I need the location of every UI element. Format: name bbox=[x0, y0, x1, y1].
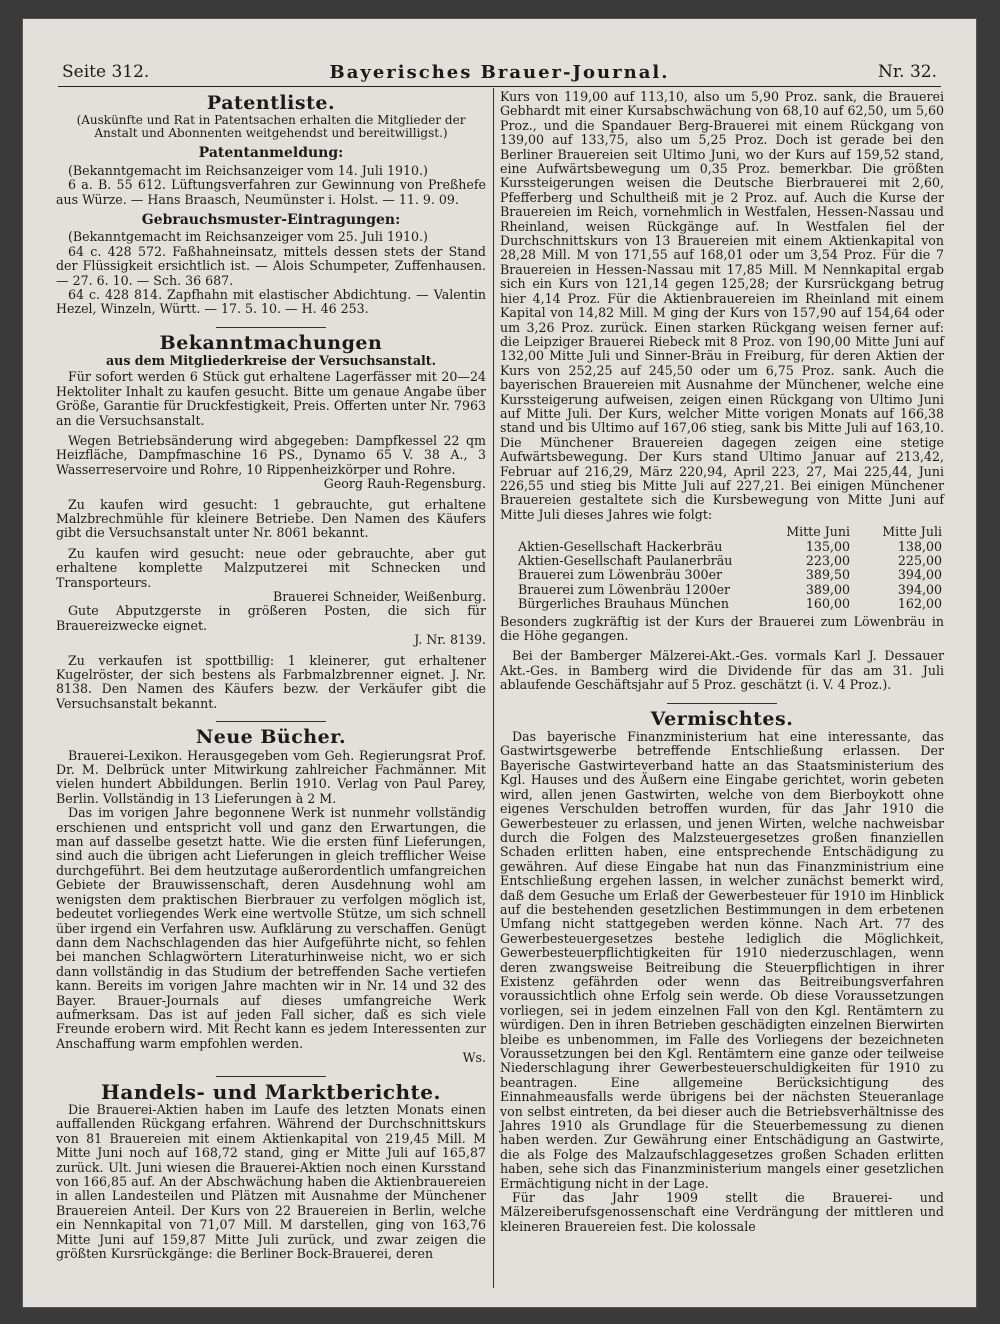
page-header bbox=[62, 48, 937, 84]
table-header-row bbox=[518, 525, 948, 539]
bekanntmachungen-subtitle: aus dem Mitgliederkreise der Versuchsanstalt. bbox=[106, 353, 436, 369]
gebrauchsmuster-date: (Bekanntgemacht im Reichsanzeiger vom 25. Juli 1910.) bbox=[68, 229, 428, 245]
section-divider bbox=[216, 721, 326, 722]
price-juni: 389,00 bbox=[805, 581, 850, 597]
brewery-name: Aktien-Gesellschaft Hackerbräu bbox=[518, 538, 723, 554]
brewery-name: Brauerei zum Löwenbräu 300er bbox=[518, 567, 723, 583]
brewery-name: Brauerei zum Löwenbräu 1200er bbox=[518, 581, 731, 597]
table-row bbox=[518, 583, 948, 597]
market-report-paragraph: Besonders zugkräftig ist der Kurs der Brauerei zum Löwenbräu in die Höhe gegangen. bbox=[500, 613, 944, 644]
price-juni: 389,50 bbox=[805, 567, 850, 583]
patentanmeldung-date: (Bekanntgemacht im Reichsanzeiger vom 14. Juli 1910.) bbox=[68, 162, 428, 178]
section-divider bbox=[216, 1076, 326, 1077]
handelsberichte-heading: Handels- und Marktberichte. bbox=[101, 1079, 441, 1104]
patentanmeldung-entry: 6 a. B. 55 612. Lüftungsverfahren zur Gewinnung von Preßhefe aus Würze. — Hans Braasch, Neumünster i. Holst. — 11. 9. 09. bbox=[56, 177, 486, 207]
announcement-signature: Georg Rauh-Regensburg. bbox=[323, 476, 486, 492]
announcement-reference: J. Nr. 8139. bbox=[414, 632, 486, 648]
price-juni: 135,00 bbox=[805, 538, 850, 554]
patentliste-heading: Patentliste. bbox=[206, 92, 336, 114]
gebrauchsmuster-heading: Gebrauchsmuster-Eintragungen: bbox=[141, 212, 401, 229]
announcement-signature: Brauerei Schneider, Weißenburg. bbox=[272, 588, 486, 604]
table-row bbox=[518, 568, 948, 582]
brewery-name: Aktien-Gesellschaft Paulanerbräu bbox=[518, 553, 733, 568]
column-header-mitte-juni: Mitte Juni bbox=[786, 524, 850, 540]
book-review-signature: Ws. bbox=[462, 1050, 486, 1066]
patentliste-note: (Auskünfte und Rat in Patentsachen erhalten die Mitglieder der Anstalt und Abonnenten weitgehendst und bereitwilligst.) bbox=[76, 113, 466, 141]
left-column bbox=[56, 90, 486, 1261]
right-column bbox=[500, 90, 944, 1234]
market-report-paragraph: Die Brauerei-Aktien haben im Laufe des letzten Monats einen auffallenden Rückgang erfahren. Während der Durchschnittskurs von 81 Brauereien mit einem Aktienkapital von 219,45 Mill. M Mitte Juni noch auf 168,72 stand, ging er Mitte Juli auf 165,87 zurück. Ult. Juni wiesen die Brauerei-Aktien noch einen Kursstand von 166,85 auf. An der Abschwächung haben die Aktienbrauereien in allen Landesteilen und Plätzen mit Ausnahme der Münchener Brauereien Anteil. Der Kurs von 22 Brauereien in Berlin, welche ein Nennkapital von 71,07 Mill. M darstellen, ging von 163,76 Mitte Juni auf 159,87 Mitte Juli zurück, und zwar zeigen die größten Kursrückgänge: die Berliner Bock-Brauerei, deren bbox=[56, 1101, 486, 1262]
market-report-continued: Kurs von 119,00 auf 113,10, also um 5,90 Proz. sank, die Brauerei Gebhardt mit einer Kursabschwächung von 68,10 auf 62,50, um 5,60 Proz., und die Spandauer Berg-Brauerei mit einem Rückgang von 139,00 auf 133,75, also um 5,25 Proz. Doch ist gerade bei den Berliner Brauereien seit Ultimo Juni, wo der Kurs auf 159,52 stand, eine Aufwärtsbewegung um 0,35 Proz. bemerkbar. Die größten Kurssteigerungen weisen die Deutsche Bierbrauerei mit 2,60, Pfefferberg und Schultheiß mit je 2 Proz. auf. Auch die Kurse der Brauereien im Reich, vornehmlich in Westfalen, Hessen-Nassau und Rheinland, weisen Rückgänge auf. In Westfalen fiel der Durchschnittskurs von 13 Brauereien mit einem Aktienkapital von 28,28 Mill. M von 171,55 auf 168,01 oder um 3,54 Proz. Für die 7 Brauereien in Hessen-Nassau mit 17,85 Mill. M Nennkapital ergab sich ein Kurs von 121,14 gegen 125,28; der Kursrückgang betrug hier 4,14 Proz. Für die Aktienbrauereien im Rheinland mit einem Kapital von 14,82 Mill. M ging der Kurs von 157,90 auf 154,64 oder um 3,26 Proz. zurück. Einen starken Rückgang weisen ferner auf: die Leipziger Brauerei Riebeck mit 8 Proz. von 190,00 Mitte Juni auf 132,00 Mitte Juli und Sinner-Bräu in Freiburg, für deren Aktien der Kurs von 252,25 auf 245,50 oder um 6,75 Proz. sank. Auch die bayerischen Brauereien mit Ausnahme der Münchener, welche eine Kurssteigerung aufweisen, zeigen einen Rückgang von Ultimo Juni auf Mitte Juli. Der Kurs, welcher Mitte vorigen Monats auf 166,38 stand und bis Ultimo auf 167,06 stieg, sank bis Mitte Juli auf 163,10. Die Münchener Brauereien dagegen zeigen eine stetige Aufwärtsbewegung. Der Kurs stand Ultimo Januar auf 213,42, Februar auf 216,29, März 220,94, April 223, 27, Mai 225,44, Juni 226,55 und stieg bis Mitte Juli auf 227,21. Bei einigen Münchener Brauereien gestaltete sich die Kursbewegung von Mitte Juni auf Mitte Juli dieses Jahres wie folgt: bbox=[500, 89, 944, 522]
neue-buecher-heading: Neue Bücher. bbox=[195, 726, 347, 749]
announcement: Zu verkaufen ist spottbillig: 1 kleinerer, gut erhaltener Kugelröster, der sich bestens als Farbmalzbrenner eignet. J. Nr. 8138. Den Namen des Käufers bezw. der Verkäufer gibt die Versuchsanstalt bekannt. bbox=[56, 652, 486, 711]
price-juli: 394,00 bbox=[897, 567, 942, 583]
vermischtes-paragraph: Für das Jahr 1909 stellt die Brauerei- und Mälzereiberufsgenossenschaft eine Verdrängung der mittleren und kleineren Brauereien fest. Die kolossale bbox=[500, 1190, 944, 1234]
bekanntmachungen-heading: Bekanntmachungen bbox=[159, 331, 383, 354]
journal-title: Bayerisches Brauer-Journal. bbox=[329, 62, 670, 83]
newspaper-page bbox=[22, 18, 977, 1308]
column-divider bbox=[493, 88, 494, 1288]
price-juli: 394,00 bbox=[897, 581, 942, 597]
table-row bbox=[518, 540, 948, 554]
section-divider bbox=[667, 703, 777, 704]
table-row bbox=[518, 597, 948, 611]
price-juli: 138,00 bbox=[897, 538, 942, 554]
announcement: Gute Abputzgerste in größeren Posten, die sich für Brauereizwecke eignet. bbox=[56, 603, 486, 633]
price-juli: 225,00 bbox=[897, 553, 942, 568]
gebrauchsmuster-entry: 64 c. 428 572. Faßhahneinsatz, mittels dessen stets der Stand der Flüssigkeit ersichtlich ist. — Alois Schumpeter, Zuffenhausen. — 27. 6. 10. — Sch. 36 687. bbox=[56, 243, 486, 288]
book-review-intro: Brauerei-Lexikon. Herausgegeben vom Geh. Regierungsrat Prof. Dr. M. Delbrück unter Mitwirkung zahlreicher Fachmänner. Mit vielen hundert Abbildungen. Berlin 1910. Verlag von Paul Parey, Berlin. Vollständig in 13 Lieferungen à 2 M. bbox=[56, 747, 486, 806]
market-report-paragraph: Bei der Bamberger Mälzerei-Akt.-Ges. vormals Karl J. Dessauer Akt.-Ges. in Bamberg wird die Dividende für das am 31. Juli ablaufende Geschäftsjahr auf 5 Proz. geschätzt (i. V. 4 Proz.). bbox=[500, 648, 944, 693]
price-juni: 160,00 bbox=[805, 596, 850, 612]
patentanmeldung-heading: Patentanmeldung: bbox=[198, 145, 344, 162]
price-juli: 162,00 bbox=[897, 596, 942, 612]
issue-number: Nr. 32. bbox=[878, 62, 937, 82]
section-divider bbox=[216, 327, 326, 328]
header-rule bbox=[58, 86, 941, 87]
book-review-body: Das im vorigen Jahre begonnene Werk ist nunmehr vollständig erschienen und entspricht voll und ganz den Erwartungen, die man auf dasselbe gesetzt hatte. Wie die ersten fünf Lieferungen, sind auch die übrigen acht Lieferungen in gleich trefflicher Weise durchgeführt. Bei dem heutzutage außerordentlich umfangreichen Gebiete der Brauwissenschaft, deren Ausdehnung wohl am wenigsten dem praktischen Bierbrauer zu verfolgen möglich ist, bedeutet vorliegendes Werk eine wertvolle Stütze, um sich schnell über irgend ein Verfahren usw. Aufklärung zu verschaffen. Genügt dann dem Nachschlagenden das hier Aufgeführte nicht, so fehlen bei manchen Schlagwörtern Literaturhinweise nicht, wo er sich dann vollständig in das Studium der betreffenden Sache vertiefen kann. Bereits im vorigen Jahre machten wir in Nr. 14 und 32 des Bayer. Brauer-Journals auf dieses umfangreiche Werk aufmerksam. Das ist auf jeden Fall sicher, daß es sich viele Freunde erobern wird. Mit Recht kann es jedem Interessenten zur Anschaffung warm empfohlen werden. bbox=[56, 805, 486, 1051]
gebrauchsmuster-entry: 64 c. 428 814. Zapfhahn mit elastischer Abdichtung. — Valentin Hezel, Winzeln, Württ. — 17. 5. 10. — H. 46 253. bbox=[56, 287, 486, 317]
page-number: Seite 312. bbox=[62, 62, 150, 82]
brewery-name: Bürgerliches Brauhaus München bbox=[518, 596, 729, 612]
announcement: Zu kaufen wird gesucht: neue oder gebrauchte, aber gut erhaltene komplette Malzputzerei mit Schnecken und Transporteurs. bbox=[56, 545, 486, 590]
announcement: Für sofort werden 6 Stück gut erhaltene Lagerfässer mit 20—24 Hektoliter Inhalt zu kaufen gesucht. Bitte um genaue Angabe über Größe, Garantie für Druckfestigkeit, Preis. Offerten unter Nr. 7963 an die Versuchsanstalt. bbox=[56, 369, 486, 428]
price-juni: 223,00 bbox=[805, 553, 850, 568]
announcement: Wegen Betriebsänderung wird abgegeben: Dampfkessel 22 qm Heizfläche, Dampfmaschine 16 PS., Dynamo 65 V. 38 A., 3 Wasserreservoire und Rohre, 10 Rippenheizkörper und Rohre. bbox=[56, 432, 486, 477]
announcement: Zu kaufen wird gesucht: 1 gebrauchte, gut erhaltene Malzbrechmühle für kleinere Betriebe. Den Namen des Käufers gibt die Versuchsanstalt unter Nr. 8061 bekannt. bbox=[56, 496, 486, 541]
table-row bbox=[518, 554, 948, 568]
stock-price-table bbox=[518, 525, 948, 611]
column-header-mitte-juli: Mitte Juli bbox=[882, 524, 942, 540]
vermischtes-heading: Vermischtes. bbox=[650, 707, 794, 730]
vermischtes-paragraph: Das bayerische Finanzministerium hat eine interessante, das Gastwirtsgewerbe betreffende Entschließung erlassen. Der Bayerische Gastwirteverband hatte an das Staatsministerium des Kgl. Hauses und des Äußern eine Eingabe gerichtet, worin gebeten wird, allen jenen Gastwirten, welche von dem Bierboykott ohne eigenes Verschulden betroffen wurden, für das Jahr 1910 die Gewerbesteuer zu erlassen, und jenen Wirten, welche nachweisbar durch die Folgen des Malzsteuergesetzes großen finanziellen Schaden erlitten haben, eine entsprechende Entschädigung zu gewähren. Auf diese Eingabe hat nun das Finanzministrium eine Entschließung ergehen lassen, in welcher zunächst bemerkt wird, daß dem Gesuche um Erlaß der Gewerbesteuer für 1910 im Hinblick auf die bestehenden gesetzlichen Bestimmungen in dem erbetenen Umfang nicht stattgegeben werden könne. Nach Art. 77 des Gewerbesteuergesetzes bestehe lediglich die Möglichkeit, Gewerbesteuerpflichtigkeiten für 1910 niederzuschlagen, wenn deren zwangsweise Beitreibung die Steuerpflichtigen in ihrer Existenz gefährden oder wenn das Beitreibungsverfahren voraussichtlich ohne Erfolg sein werde. Ob diese Voraussetzungen vorliegen, sei in jedem einzelnen Fall von den Kgl. Rentämtern zu würdigen. Den in ihren Betrieben geschädigten einzelnen Bierwirten bleibe es unbenommen, im Falle des Vorliegens der bezeichneten Voraussetzungen bei den Kgl. Rentämtern eine ganze oder teilweise Niederschlagung ihrer Gewerbesteuerschuldigkeiten für 1910 zu beantragen. Eine allgemeine Berücksichtigung des Einnahmeausfalls werde übrigens bei der nächsten Steueranlage von selbst eintreten, da bei dieser auch die Betriebsverhältnisse des Jahres 1910 als Grundlage für die Steuerbemessung zu dienen haben werden. Zur Gewährung einer Entschädigung an Gastwirte, die als Folge des Malzaufschlaggesetzes großen Schaden erlitten haben, sehe sich das Finanzministerium mangels einer gesetzlichen Ermächtigung nicht in der Lage. bbox=[500, 729, 944, 1191]
